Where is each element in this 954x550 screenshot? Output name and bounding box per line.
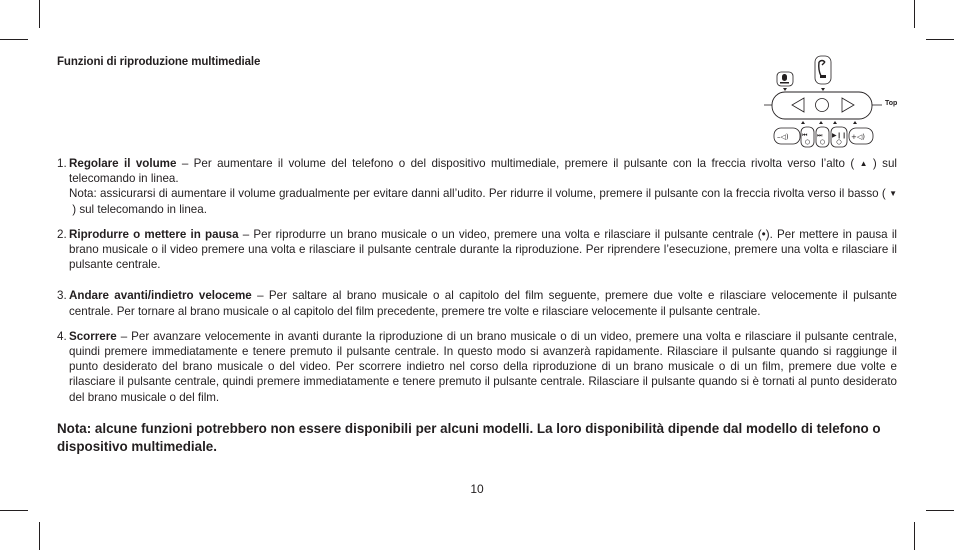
svg-text:+◁): +◁) [851, 133, 865, 141]
crop-mark [914, 522, 915, 550]
item-number: 1. [57, 157, 67, 170]
page-number: 10 [470, 482, 484, 496]
remote-control-illustration [764, 54, 904, 150]
crop-mark [926, 510, 954, 511]
item-text: – Per riprodurre un brano musicale o un video, premere una volta e rilasciare il pulsante centrale (•). Per mettere in pausa il brano musicale o il video premere una volta e rilasciare il pulsante centrale durante la riproduzione. Per riprendere l’esecuzione, premere una volta e rilasciare il pulsante centrale. [69, 227, 897, 272]
item-text: – Per saltare al brano musicale o al capitolo del film seguente, premere due volte e rilasciare velocemente il pulsante centrale. Per tornare al brano musicale o al capitolo del film precedente, premere tre volte e rilasciare velocemente il pulsante centrale. [69, 289, 897, 318]
item-note-end: ) sul telecomando in linea. [72, 202, 207, 216]
svg-text:⏭: ⏭ [817, 132, 823, 139]
item-text-after: ) sul telecomando in linea. [69, 157, 897, 186]
crop-mark [926, 39, 954, 40]
svg-text:▶❙❙: ▶❙❙ [832, 132, 847, 139]
crop-mark [0, 510, 28, 511]
list-item [57, 156, 897, 217]
item-text: – Per avanzare velocemente in avanti durante la riproduzione di un brano musicale o di un video, premere una volta e rilasciare il pulsante centrale, quindi premere immediatamente e tenere premuto il pulsante centrale. In questo modo si avanzerà rapidamente. Rilasciare il pulsante quando si raggiunge il punto desiderato del brano musicale o del video. Per scorrere indietro nel corso della riproduzione di un brano musicale o di un film, premere due volte e rilasciare il pulsante centrale, quindi premere immediatamente e tenere premuto il pulsante centrale. Rilasciare il pulsante quando si è tornati al punto desiderato del brano musicale o del film. [69, 329, 897, 404]
remote-control-diagram [764, 54, 904, 150]
instruction-list [57, 156, 897, 405]
crop-mark [914, 0, 915, 28]
crop-mark [39, 522, 40, 550]
crop-mark [39, 0, 40, 28]
item-title: Regolare il volume [69, 157, 177, 170]
volume-down-icon: ▼ [889, 189, 897, 199]
item-number: 2. [57, 227, 67, 241]
svg-text:–◁): –◁) [777, 133, 789, 141]
list-item [57, 329, 897, 405]
item-title: Scorrere [69, 329, 117, 343]
crop-mark [0, 39, 28, 40]
item-note: Nota: assicurarsi di aumentare il volume gradualmente per evitare danni all’udito. Per ridurre il volume, premere il pulsante con la freccia rivolta verso il basso ( [69, 187, 886, 201]
availability-note: Nota: alcune funzioni potrebbero non essere disponibili per alcuni modelli. La loro disponibilità dipende dal modello di telefono o dispositivo multimediale. [57, 421, 881, 454]
item-title: Riprodurre o mettere in pausa [69, 227, 239, 241]
item-number: 3. [57, 289, 67, 303]
item-number: 4. [57, 329, 67, 343]
item-title: Andare avanti/indietro veloceme [69, 289, 252, 303]
list-item [57, 227, 897, 273]
item-text: – Per aumentare il volume del telefono o del dispositivo multimediale, premere il pulsante con la freccia rivolta verso l’alto ( [176, 157, 855, 170]
list-item [57, 288, 897, 318]
svg-text:⏮: ⏮ [802, 132, 808, 139]
volume-up-icon: ▲ [859, 159, 868, 168]
remote-top-label: Top [885, 100, 898, 107]
page-heading: Funzioni di riproduzione multimediale [57, 56, 261, 68]
